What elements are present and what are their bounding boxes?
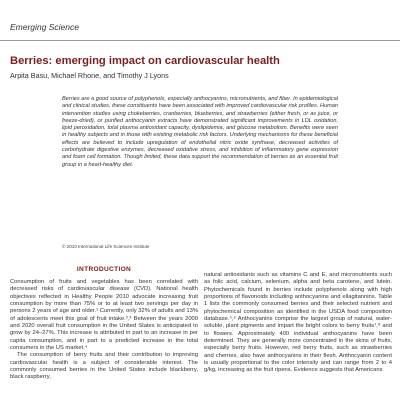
article-title: Berries: emerging impact on cardiovascular health <box>10 55 280 67</box>
article-authors: Arpita Basu, Michael Rhone, and Timothy J Lyons <box>10 71 169 80</box>
body-column-left <box>10 279 198 400</box>
introduction-heading: INTRODUCTION <box>76 266 132 273</box>
copyright-notice: © 2010 International Life Sciences Institute <box>62 244 150 249</box>
body-column-right <box>204 272 392 400</box>
body-paragraph: natural antioxidants such as vitamins C and E, and micronutrients such as folic acid, calcium, selenium, alpha and beta carotene, and lutein. Phytochemicals found in berries include polyphenols along with high proportions of flavonoids including anthocyanins and ellagitannins. Table 1 lists the commonly consumed berries and their selected nutrient and phytochemical composition as identified in the USDA food composition database.⁵,⁶ Anthocyanins comprise the largest group of natural, water-soluble, plant pigments and impart the bright colors to berry fruits⁷,⁸ and to flowers. Approximately 400 individual anthocyanins have been determined. They are generally more concentrated in the skins of fruits, especially berry fruits. However, red berry fruits, such as strawberries and cherries, also have anthocyanins in their flesh. Anthocyanin content is usually proportional to the color intensity and can range from 2 to 4 g/kg, increasing as the fruit ripens. Evidence suggests that Americans <box>204 272 392 374</box>
section-label: Emerging Science <box>10 22 79 32</box>
abstract: Berries are a good source of polyphenols, especially anthocyanins, micronutrients, and fiber. In epidemiological and clinical studies, these constituents have been associated with improved cardiovascular risk profiles. Human intervention studies using chokeberries, cranberries, blueberries, and strawberries (either fresh, or as juice, or freeze-dried), or purified anthocyanin extracts have demonstrated significant improvements in LDL oxidation, lipid peroxidation, total plasma antioxidant capacity, dyslipidemia, and glucose metabolism. Benefits were seen in healthy subjects and in those with existing metabolic risk factors. Underlying mechanisms for these beneficial effects are believed to include upregulation of endothelial nitric oxide synthase, decreased activities of carbohydrate digestive enzymes, decreased oxidative stress, and inhibition of inflammatory gene expression and foam cell formation. Though limited, these data support the recommendation of berries as an essential fruit group in a heart-healthy diet. <box>62 96 338 168</box>
header-rule <box>0 40 400 41</box>
body-paragraph: The consumption of berry fruits and their contribution to improving cardiovascular health is a subject of considerable interest. The commonly consumed berries in the United States include blackberry, black raspberry, <box>10 352 198 381</box>
body-paragraph: Consumption of fruits and vegetables has been correlated with decreased risks of cardiovascular disease (CVD). National health objectives reflected in Healthy People 2010 advocate increasing fruit consumption by more than 75% or to at least two servings per day in persons 2 years of age and older.¹ Currently, only 32% of adults and 13% of adolescents meet this goal of fruit intake.²,³ Between the years 2000 and 2020 overall fruit consumption in the United States is anticipated to grow by 24–27%. This increase is attributed in part to an increase in per capita consumption, and in part to a predicted increase in the total consumers in the US market.⁴ <box>10 279 198 352</box>
